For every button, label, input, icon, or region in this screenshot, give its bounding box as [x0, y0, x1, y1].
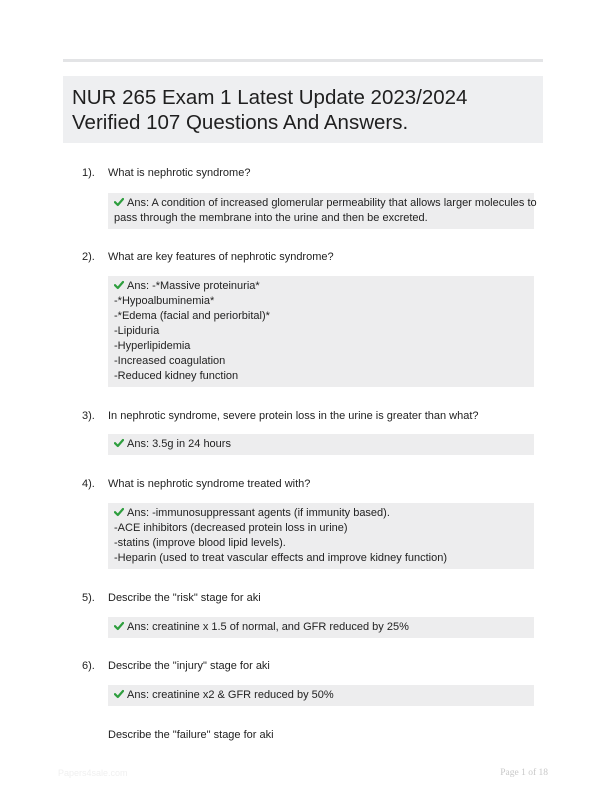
answer-box-2 [108, 276, 534, 387]
answer-line: -*Edema (facial and periorbital)* [114, 310, 270, 322]
answer-line: -Hyperlipidemia [114, 340, 191, 352]
check-icon [114, 507, 124, 517]
page-indicator: Page 1 of 18 [500, 768, 548, 778]
question-number: 1). [82, 167, 95, 179]
question-text: What is nephrotic syndrome? [108, 167, 251, 179]
question-number: 5). [82, 592, 95, 604]
check-icon [114, 689, 124, 699]
question-number: 6). [82, 660, 95, 672]
answer-line: Ans: creatinine x 1.5 of normal, and GFR reduced by 25% [114, 620, 528, 635]
answer-line: -Reduced kidney function [114, 370, 239, 382]
answer-line: -*Hypoalbuminemia* [114, 295, 215, 307]
answer-line: -Heparin (used to treat vascular effects and improve kidney function) [114, 552, 448, 564]
title-line-1: NUR 265 Exam 1 Latest Update 2023/2024 [72, 86, 468, 109]
check-icon [114, 197, 124, 207]
question-number: 4). [82, 478, 95, 490]
check-icon [114, 438, 124, 448]
question-text: Describe the "injury" stage for aki [108, 660, 270, 672]
footer-watermark: Papers4sale.com [58, 768, 128, 778]
answer-box-4 [108, 503, 534, 569]
top-divider [63, 59, 543, 62]
question-text: In nephrotic syndrome, severe protein loss in the urine is greater than what? [108, 410, 479, 422]
answer-line: Ans: creatinine x2 & GFR reduced by 50% [114, 688, 528, 703]
question-text: Describe the "risk" stage for aki [108, 592, 261, 604]
question-number: 3). [82, 410, 95, 422]
answer-line: pass through the membrane into the urine and then be excreted. [114, 212, 428, 224]
answer-line: Ans: A condition of increased glomerular permeability that allows larger molecules to [114, 196, 528, 211]
question-text: What are key features of nephrotic syndrome? [108, 251, 334, 263]
answer-box-6 [108, 685, 534, 706]
answer-line: Ans: 3.5g in 24 hours [114, 437, 528, 452]
answer-line: Ans: -*Massive proteinuria* [114, 279, 528, 294]
answer-line: -statins (improve blood lipid levels). [114, 537, 286, 549]
answer-line: -Increased coagulation [114, 355, 226, 367]
answer-box-1 [108, 193, 537, 229]
question-number: 2). [82, 251, 95, 263]
question-text: What is nephrotic syndrome treated with? [108, 478, 311, 490]
answer-line: Ans: -immunosuppressant agents (if immunity based). [114, 506, 528, 521]
title-line-2: Verified 107 Questions And Answers. [72, 111, 409, 134]
question-text: Describe the "failure" stage for aki [108, 729, 274, 741]
page-title [72, 85, 543, 135]
check-icon [114, 280, 124, 290]
answer-line: -Lipiduria [114, 325, 160, 337]
answer-line: -ACE inhibitors (decreased protein loss in urine) [114, 522, 348, 534]
answer-box-3 [108, 434, 534, 455]
answer-box-5 [108, 617, 534, 638]
title-banner [63, 76, 543, 143]
check-icon [114, 621, 124, 631]
